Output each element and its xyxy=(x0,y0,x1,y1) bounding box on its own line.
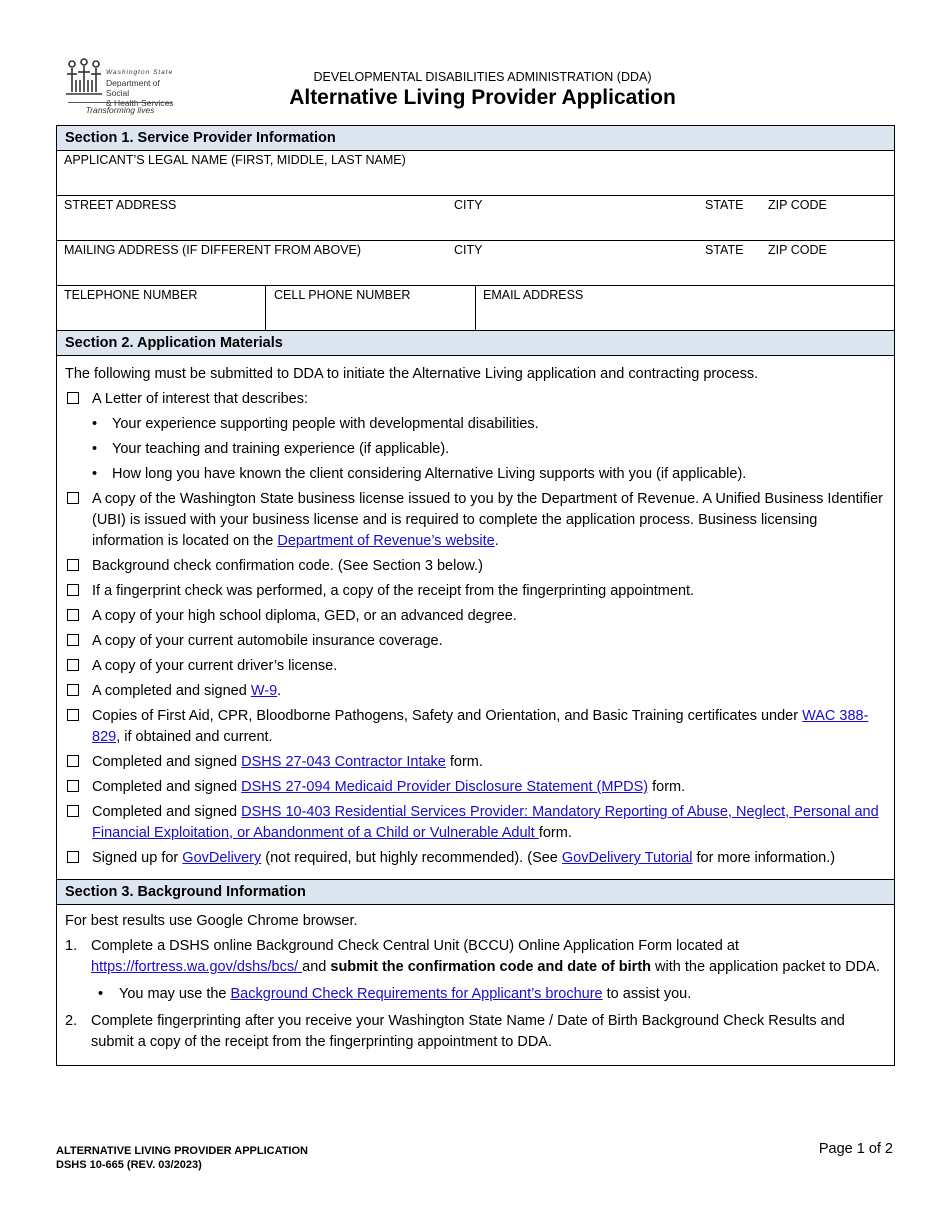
checkbox[interactable] xyxy=(67,684,79,696)
wac-link[interactable]: WAC 388-829 xyxy=(92,708,869,745)
checklist-item-fingerprint: If a fingerprint check was performed, a copy of the receipt from the fingerprinting appointment. xyxy=(65,581,886,602)
checklist-item-letter: A Letter of interest that describes: xyxy=(65,389,886,410)
logo-dept-1: Department of Social xyxy=(106,78,160,98)
email-label: EMAIL ADDRESS xyxy=(483,288,584,302)
section3-body xyxy=(57,905,894,1066)
footer-form-info xyxy=(56,1144,308,1172)
checklist-item-w9: A completed and signed W-9. xyxy=(65,681,886,702)
city-label: CITY xyxy=(454,198,483,212)
w9-link[interactable]: W-9 xyxy=(250,683,278,699)
bullet-item: • How long you have known the client considering Alternative Living supports with you (if applicable). xyxy=(92,466,747,482)
bccu-link[interactable]: https://fortress.wa.gov/dshs/bcs/ xyxy=(91,959,303,975)
checkbox[interactable] xyxy=(67,559,79,571)
checklist-item-business-license: A copy of the Washington State business license issued to you by the Department of Revenue. A Unified Business Identifier (UBI) is issued with your business license and is required to complete the application process. Business licensing information is located on the Department of Revenue’s website. xyxy=(65,489,886,552)
logo-state: Washington State xyxy=(106,69,174,76)
street-address-label: STREET ADDRESS xyxy=(64,198,177,212)
section2-heading: Section 2. Application Materials xyxy=(57,331,894,356)
govdelivery-link[interactable]: GovDelivery xyxy=(182,850,262,866)
application-form xyxy=(56,125,895,1066)
dor-website-link[interactable]: Department of Revenue’s website xyxy=(277,533,495,549)
checklist-item-mandatory-reporting: Completed and signed DSHS 10-403 Residential Services Provider: Mandatory Reporting of Abuse, Neglect, Personal and Financial Exploitation, or Abandonment of a Child or Vulnerable Adult form. xyxy=(65,802,886,844)
checklist-item-certificates: Copies of First Aid, CPR, Bloodborne Pathogens, Safety and Orientation, and Basic Training certificates under WAC 388-829, if obtained and current. xyxy=(65,706,886,748)
legal-name-label: APPLICANT’S LEGAL NAME (FIRST, MIDDLE, LAST NAME) xyxy=(64,153,406,167)
phone-email-row[interactable] xyxy=(57,286,894,331)
checklist-item-bg-check: Background check confirmation code. (See Section 3 below.) xyxy=(65,556,886,577)
checkbox[interactable] xyxy=(67,634,79,646)
footer-form-number: DSHS 10-665 (REV. 03/2023) xyxy=(56,1159,202,1171)
contractor-intake-link[interactable]: DSHS 27-043 Contractor Intake xyxy=(241,754,446,770)
mailing-zip-label: ZIP CODE xyxy=(768,243,827,257)
logo-tagline: Transforming lives xyxy=(68,102,172,115)
cell-phone-label: CELL PHONE NUMBER xyxy=(274,288,411,302)
section3-heading: Section 3. Background Information xyxy=(57,880,894,905)
footer-form-name: ALTERNATIVE LIVING PROVIDER APPLICATION xyxy=(56,1145,308,1157)
govdelivery-tutorial-link[interactable]: GovDelivery Tutorial xyxy=(561,850,693,866)
step-1: 1. Complete a DSHS online Background Check Central Unit (BCCU) Online Application Form located at https://fortress.wa.gov/dshs/bcs/ and submit the confirmation code and date of birth with the application packet to DDA. xyxy=(65,938,880,975)
mailing-state-label: STATE xyxy=(705,243,744,257)
dshs-figures-icon xyxy=(64,58,104,100)
step-1-bullet: • You may use the Background Check Requirements for Applicant’s brochure to assist you. xyxy=(98,986,692,1002)
header-subtitle: DEVELOPMENTAL DISABILITIES ADMINISTRATION (DDA) xyxy=(313,70,652,84)
page-title: Alternative Living Provider Application xyxy=(289,86,676,109)
checkbox[interactable] xyxy=(67,709,79,721)
mailing-city-label: CITY xyxy=(454,243,483,257)
mpds-link[interactable]: DSHS 27-094 Medicaid Provider Disclosure Statement (MPDS) xyxy=(241,779,649,795)
checkbox[interactable] xyxy=(67,780,79,792)
dshs-logo xyxy=(64,58,174,118)
checklist-item-govdelivery: Signed up for GovDelivery (not required, but highly recommended). (See GovDelivery Tutorial for more information.) xyxy=(65,848,886,869)
checklist-item-drivers-license: A copy of your current driver’s license. xyxy=(65,656,886,677)
step-2: 2. Complete fingerprinting after you receive your Washington State Name / Date of Birth Background Check Results and submit a copy of the receipt from the fingerprinting appointment to DDA. xyxy=(65,1013,845,1050)
checkbox[interactable] xyxy=(67,851,79,863)
checkbox[interactable] xyxy=(67,609,79,621)
telephone-label: TELEPHONE NUMBER xyxy=(64,288,198,302)
checkbox[interactable] xyxy=(67,659,79,671)
legal-name-row[interactable] xyxy=(57,151,894,196)
mailing-address-label: MAILING ADDRESS (IF DIFFERENT FROM ABOVE) xyxy=(64,243,362,257)
checkbox[interactable] xyxy=(67,805,79,817)
section1-heading: Section 1. Service Provider Information xyxy=(57,126,894,151)
checkbox[interactable] xyxy=(67,755,79,767)
mailing-address-row[interactable] xyxy=(57,241,894,286)
page-number: Page 1 of 2 xyxy=(818,1141,893,1157)
checklist-item-contractor-intake: Completed and signed DSHS 27-043 Contractor Intake form. xyxy=(65,752,886,773)
section2-intro: The following must be submitted to DDA to initiate the Alternative Living application and contracting process. xyxy=(65,366,759,382)
checklist-item-insurance: A copy of your current automobile insurance coverage. xyxy=(65,631,886,652)
section2-body xyxy=(57,356,894,880)
checkbox[interactable] xyxy=(67,492,79,504)
street-address-row[interactable] xyxy=(57,196,894,241)
mandatory-reporting-link[interactable]: DSHS 10-403 Residential Services Provider: Mandatory Reporting of Abuse, Neglect, Personal and Financial Exploitation, or Abandonment of a Child or Vulnerable Adult xyxy=(92,804,879,841)
checkbox[interactable] xyxy=(67,392,79,404)
state-label: STATE xyxy=(705,198,744,212)
divider xyxy=(475,286,476,330)
zip-label: ZIP CODE xyxy=(768,198,827,212)
checklist-item-diploma: A copy of your high school diploma, GED, or an advanced degree. xyxy=(65,606,886,627)
checklist-item-mpds: Completed and signed DSHS 27-094 Medicaid Provider Disclosure Statement (MPDS) form. xyxy=(65,777,886,798)
section3-intro: For best results use Google Chrome browser. xyxy=(65,913,358,929)
logo-dept-2: & Health Services xyxy=(106,98,174,108)
divider xyxy=(265,286,266,330)
bullet-item: • Your experience supporting people with developmental disabilities. xyxy=(92,416,539,432)
checkbox[interactable] xyxy=(67,584,79,596)
bullet-item: • Your teaching and training experience (if applicable). xyxy=(92,441,450,457)
brochure-link[interactable]: Background Check Requirements for Applicant’s brochure xyxy=(230,986,603,1002)
